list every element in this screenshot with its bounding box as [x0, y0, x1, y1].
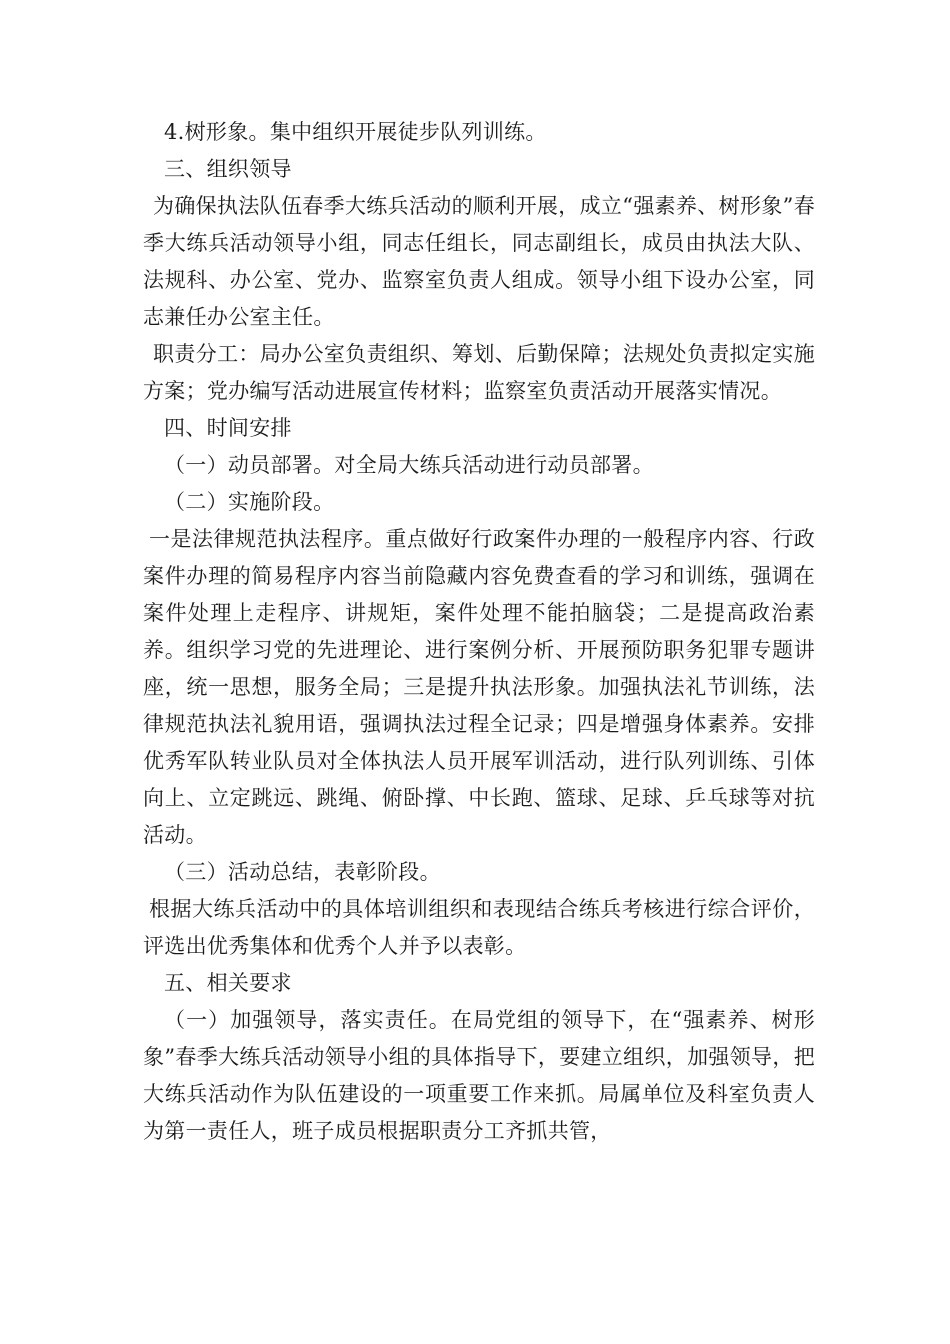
- paragraph-implementation-heading: （二）实施阶段。: [164, 490, 335, 514]
- paragraph-evaluation: 根据大练兵活动中的具体培训组织和表现结合练兵考核进行综合评价，评选出优秀集体和优秀个人并予以表彰。: [143, 897, 815, 958]
- document-page: [143, 114, 815, 1150]
- paragraph-duties: 职责分工：局办公室负责组织、筹划、后勤保障；法规处负责拟定实施方案；党办编写活动进展宣传材料；监察室负责活动开展落实情况。: [143, 342, 815, 403]
- section-heading-organization: 三、组织领导: [164, 157, 292, 181]
- paragraph-mobilization: （一）动员部署。对全局大练兵活动进行动员部署。: [164, 453, 654, 477]
- section-heading-schedule: 四、时间安排: [164, 416, 292, 440]
- paragraph-leadership: （一）加强领导，落实责任。在局党组的领导下，在“强素养、树形象”春季大练兵活动领导小组的具体指导下，要建立组织，加强领导，把大练兵活动作为队伍建设的一项重要工作来抓。局属单位及科室负责人为第一责任人，班子成员根据职责分工齐抓共管，: [143, 1008, 815, 1143]
- paragraph-item-4-shuxingxiang: 4.树形象。集中组织开展徒步队列训练。: [164, 120, 547, 144]
- section-heading-requirements: 五、相关要求: [164, 971, 292, 995]
- paragraph-organization: 为确保执法队伍春季大练兵活动的顺利开展，成立“强素养、树形象”春季大练兵活动领导小组，同志任组长，同志副组长，成员由执法大队、法规科、办公室、党办、监察室负责人组成。领导小组下设办公室，同志兼任办公室主任。: [143, 194, 815, 329]
- paragraph-summary-heading: （三）活动总结，表彰阶段。: [164, 860, 441, 884]
- paragraph-implementation: 一是法律规范执法程序。重点做好行政案件办理的一般程序内容、行政案件办理的简易程序内容当前隐藏内容免费查看的学习和训练，强调在案件处理上走程序、讲规矩，案件处理不能拍脑袋；二是提高政治素养。组织学习党的先进理论、进行案例分析、开展预防职务犯罪专题讲座，统一思想，服务全局；三是提升执法形象。加强执法礼节训练，法律规范执法礼貌用语，强调执法过程全记录；四是增强身体素养。安排优秀军队转业队员对全体执法人员开展军训活动，进行队列训练、引体向上、立定跳远、跳绳、俯卧撑、中长跑、篮球、足球、乒乓球等对抗活动。: [143, 527, 815, 847]
